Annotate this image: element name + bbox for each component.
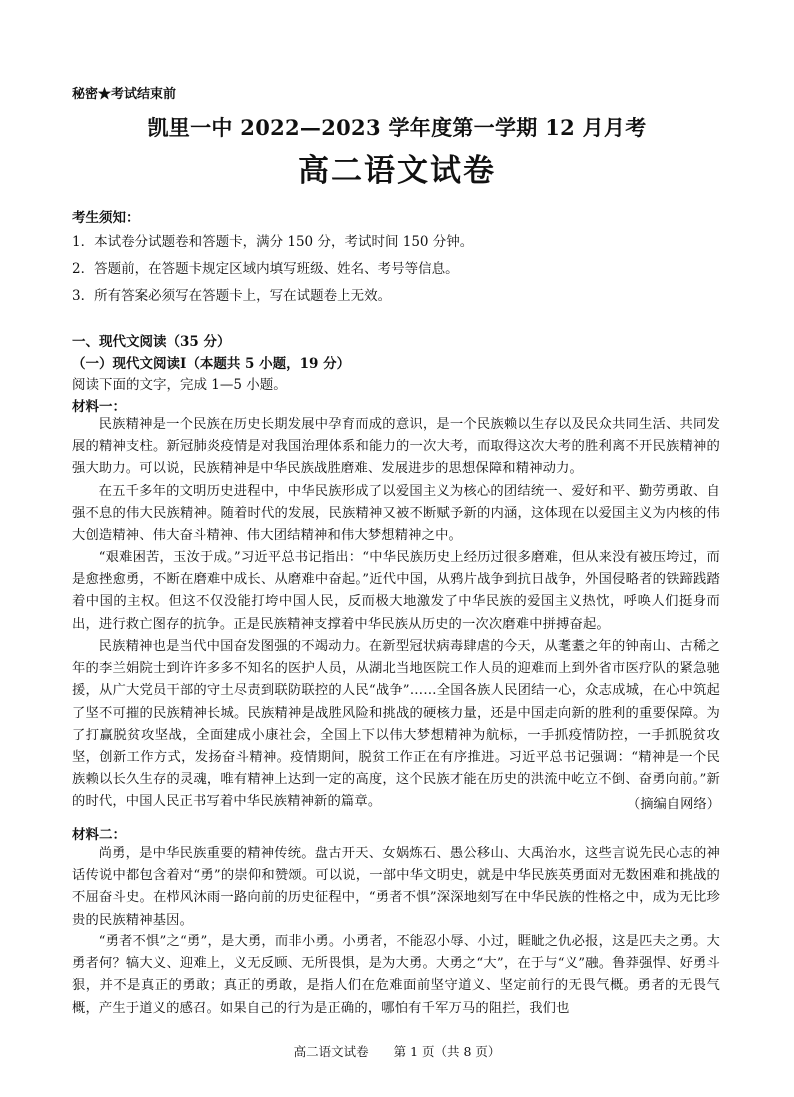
material-one-label: 材料一： bbox=[72, 399, 126, 415]
sub-section-heading: （一）现代文阅读Ⅰ（本题共 5 小题，19 分） bbox=[72, 356, 351, 372]
notice-item: 3．所有答案必须写在答题卡上，写在试题卷上无效。 bbox=[72, 288, 392, 304]
page-footer: 高二语文试卷 第 1 页（共 8 页） bbox=[293, 1044, 501, 1059]
notice-item: 2．答题前，在答题卡规定区域内填写班级、姓名、考号等信息。 bbox=[72, 261, 459, 277]
material-two-label: 材料二： bbox=[72, 827, 126, 843]
section-heading: 一、现代文阅读（35 分） bbox=[72, 334, 231, 350]
material-two-paragraph: “勇者不惧”之“勇”，是大勇，而非小勇。小勇者，不能忍小辱、小过，睚眦之仇必报，这是匹夫之勇。大勇者何？犒大义、迎难上，义无反顾、无所畏惧，是为大勇。大勇之“大”，在于与“义”融。鲁莽强悍、好勇斗狠，并不是真正的勇敢；真正的勇敢，是指人们在危难面前坚守道义、坚定前行的无畏气概。勇者的无畏气概，产生于道义的感召。如果自己的行为是正确的，哪怕有千军万马的阻拦，我们也 bbox=[72, 934, 720, 1016]
material-one-paragraph: “艰难困苦，玉汝于成。”习近平总书记指出：“中华民族历史上经历过很多磨难，但从来没有被压垮过，而是愈挫愈勇，不断在磨难中成长、从磨难中奋起。”近代中国，从鸦片战争到抗日战争，外国侵略者的铁蹄践踏着中国的主权。但这不仅没能打垮中国人民，反而极大地激发了中华民族的爱国主义热忱，呼唤人们挺身而出，进行救亡图存的抗争。正是民族精神支撑着中华民族从历史的一次次磨难中拼搏奋起。 bbox=[72, 550, 720, 632]
material-two-paragraph: 尚勇，是中华民族重要的精神传统。盘古开天、女娲炼石、愚公移山、大禹治水，这些言说先民心志的神话传说中都包含着对“勇”的崇仰和赞颂。可以说，一部中华文明史，就是中华民族英勇面对无数困难和挑战的不屈奋斗史。在栉风沐雨一路向前的历史征程中，“勇者不惧”深深地刻写在中华民族的性格之中，成为无比珍贵的民族精神基因。 bbox=[72, 846, 720, 928]
notice-item: 1．本试卷分试题卷和答题卡，满分 150 分，考试时间 150 分钟。 bbox=[72, 234, 474, 250]
material-one-paragraph: 民族精神也是当代中国奋发图强的不竭动力。在新型冠状病毒肆虐的今天，从耄耋之年的钟南山、古稀之年的李兰娟院士到许许多多不知名的医护人员，从湖北当地医院工作人员的迎难而上到外省市医疗队的紧急驰援，从广大党员干部的守土尽责到联防联控的人民“战争”……全国各族人民团结一心，众志成城，在心中筑起了坚不可摧的民族精神长城。民族精神是战胜风险和挑战的硬核力量，还是中国走向新的胜利的重要保障。为了打赢脱贫攻坚战，全面建成小康社会，全国上下以伟大梦想精神为航标，一手抓疫情防控，一手抓脱贫攻坚，创新工作方式，发扬奋斗精神。疫情期间，脱贫工作正在有序推进。习近平总书记强调：“精神是一个民族赖以长久生存的灵魂，唯有精神上达到一定的高度，这个民族才能在历史的洪流中屹立不倒、奋勇向前。”新的时代，中国人民正书写着中华民族精神新的篇章。 bbox=[72, 639, 720, 810]
material-one-source: （摘编自网络） bbox=[626, 797, 720, 812]
material-one-paragraph: 民族精神是一个民族在历史长期发展中孕育而成的意识，是一个民族赖以生存以及民众共同生活、共同发展的精神支柱。新冠肺炎疫情是对我国治理体系和能力的一次大考，而取得这次大考的胜利离不开民族精神的强大助力。可以说，民族精神是中华民族战胜磨难、发展进步的思想保障和精神动力。 bbox=[72, 417, 720, 477]
notice-heading: 考生须知： bbox=[72, 210, 140, 226]
secret-mark: 秘密★考试结束前 bbox=[72, 87, 177, 102]
material-one-paragraph: 在五千多年的文明历史进程中，中华民族形成了以爱国主义为核心的团结统一、爱好和平、勤劳勇敢、自强不息的伟大民族精神。随着时代的发展，民族精神又被不断赋予新的内涵，这体现在以爱国主义为内核的伟大创造精神、伟大奋斗精神、伟大团结精神和伟大梦想精神之中。 bbox=[72, 484, 720, 544]
subject-title: 高二语文试卷 bbox=[298, 153, 496, 189]
exam-title: 凯里一中 2022—2023 学年度第一学期 12 月月考 bbox=[147, 115, 647, 140]
reading-instruction: 阅读下面的文字，完成 1—5 小题。 bbox=[72, 377, 287, 393]
